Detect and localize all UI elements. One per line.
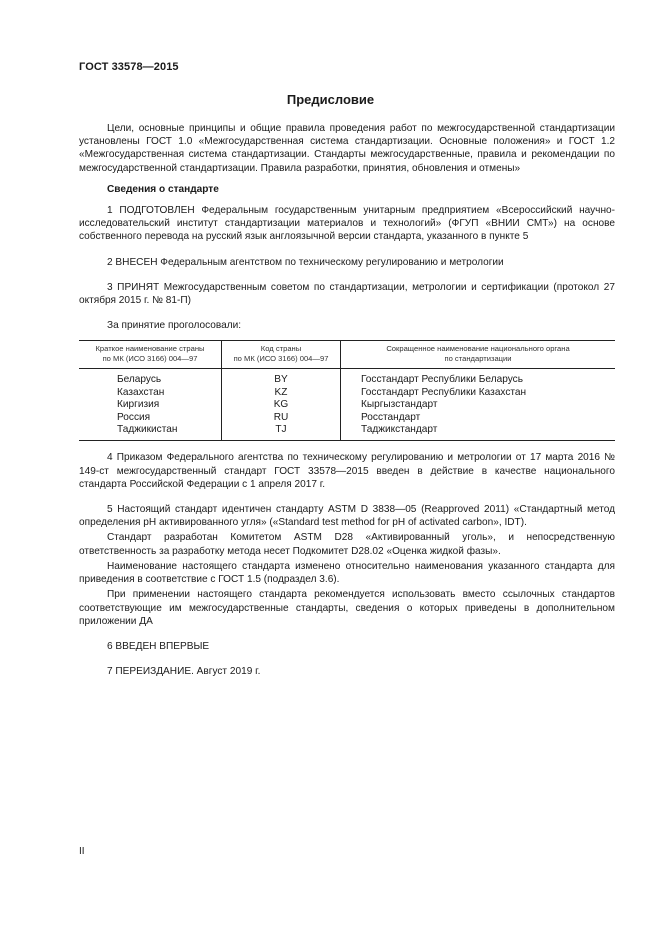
cell-code: RU: [222, 412, 341, 424]
cell-org: Госстандарт Республики Беларусь: [341, 369, 616, 387]
table-row: [79, 369, 615, 387]
cell-country: Беларусь: [117, 374, 162, 386]
item-5-paragraph-2: Стандарт разработан Комитетом ASTM D28 «Активированный уголь», и непосредственную ответственность за разработку метода несет Подкомитет D28.02 «Оценка жидкой фазы».: [79, 532, 615, 557]
item-3: 3 ПРИНЯТ Межгосударственным советом по стандартизации, метрологии и сертификации (протокол 27 октября 2015 г. № 81-П): [79, 281, 615, 307]
cell-code: KZ: [222, 387, 341, 399]
table-header-row: [79, 341, 615, 369]
table-row: [79, 412, 615, 424]
voting-table: [79, 340, 615, 441]
cell-code: TJ: [222, 424, 341, 441]
item-2: 2 ВНЕСЕН Федеральным агентством по техническому регулированию и метрологии: [107, 256, 504, 268]
page-title: Предисловие: [286, 92, 375, 107]
preface-content: [79, 122, 615, 678]
table-row: [79, 387, 615, 399]
table-row: [79, 424, 615, 441]
section-heading: Сведения о стандарте: [107, 183, 219, 195]
item-1: 1 ПОДГОТОВЛЕН Федеральным государственным унитарным предприятием «Всероссийский научно-исследовательский институт стандартизации материалов и технологий» (ФГУП «ВНИИ СМТ») на основе собственного перевода на русский язык англоязычной версии стандарта, указанного в пункте 5: [79, 205, 615, 243]
cell-org: Росстандарт: [341, 412, 616, 424]
header-country-line2: по МК (ИСО 3166) 004—97: [102, 354, 198, 364]
item-5-paragraph-4: При применении настоящего стандарта рекомендуется использовать вместо ссылочных стандартов соответствующие им межгосударственные стандарты, сведения о которых приведены в дополнительном приложении ДА: [79, 589, 615, 627]
header-country-line1: Краткое наименование страны: [95, 344, 205, 354]
cell-country: Киргизия: [117, 399, 160, 411]
header-org: [341, 341, 616, 369]
cell-code: BY: [222, 369, 341, 387]
header-code: [222, 341, 341, 369]
table-row: [79, 399, 615, 411]
item-7: 7 ПЕРЕИЗДАНИЕ. Август 2019 г.: [107, 666, 261, 678]
cell-country: Казахстан: [117, 386, 165, 398]
item-6: 6 ВВЕДЕН ВПЕРВЫЕ: [107, 640, 210, 652]
item-5-paragraph-3: Наименование настоящего стандарта изменено относительно наименования указанного стандарта для приведения в соответствие с ГОСТ 1.5 (подраздел 3.6).: [79, 560, 615, 586]
cell-country: Россия: [117, 411, 151, 423]
header-code-line1: Код страны: [260, 344, 302, 354]
intro-paragraph: Цели, основные принципы и общие правила проведения работ по межгосударственной стандартизации установлены ГОСТ 1.0 «Межгосударственная система стандартизации. Основные положения» и ГОСТ 1.2 «Межгосударственная система стандартизации. Стандарты межгосударственные, правила и рекомендации по межгосударственной стандартизации. Правила разработки, принятия, обновления и отмены»: [79, 123, 615, 174]
header-code-line2: по МК (ИСО 3166) 004—97: [233, 354, 329, 364]
item-4: 4 Приказом Федерального агентства по техническому регулированию и метрологии от 17 марта 2016 № 149-ст межгосударственный стандарт ГОСТ 33578—2015 введен в действие в качестве национального стандарта Российской Федерации с 1 апреля 2017 г.: [79, 452, 615, 490]
cell-country: Таджикистан: [79, 424, 222, 441]
page-number: II: [79, 846, 85, 857]
cell-code: KG: [222, 399, 341, 411]
cell-org: Таджикстандарт: [341, 424, 616, 441]
header-org-line2: по стандартизации: [444, 354, 512, 364]
header-org-line1: Сокращенное наименование национального органа: [386, 344, 570, 354]
header-country: [79, 341, 222, 369]
standard-code-header: ГОСТ 33578—2015: [79, 61, 179, 73]
item-5: 5 Настоящий стандарт идентичен стандарту ASTM D 3838—05 (Reapproved 2011) «Стандартный метод определения pH активированного угля» («Standard test method for pH of activated carbon», IDT).: [79, 504, 615, 529]
cell-org: Кыргызстандарт: [341, 399, 616, 411]
cell-org: Госстандарт Республики Казахстан: [341, 387, 616, 399]
vote-intro: За принятие проголосовали:: [107, 320, 242, 332]
